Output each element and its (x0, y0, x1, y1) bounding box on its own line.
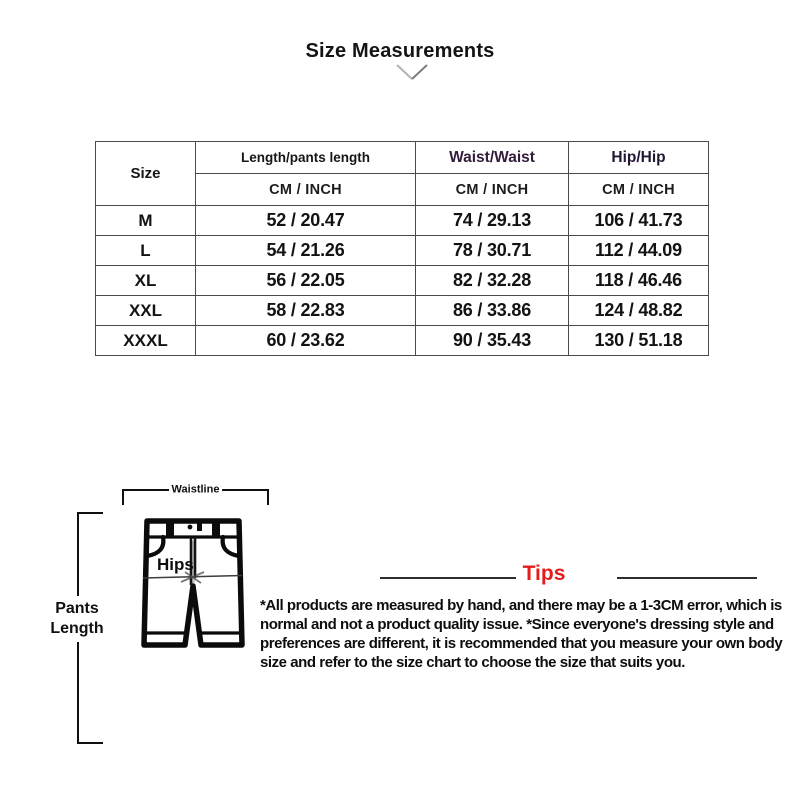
hip-value: 106 / 41.73 (569, 206, 709, 236)
waistline-measure-bracket (122, 483, 269, 505)
size-label: XXXL (96, 326, 196, 356)
table-row-xxxl (96, 326, 709, 356)
waist-value: 82 / 32.28 (416, 266, 569, 296)
bracket-tick (122, 489, 124, 505)
length-value: 54 / 21.26 (196, 236, 416, 266)
hip-value: 118 / 46.46 (569, 266, 709, 296)
bracket-tick (267, 489, 269, 505)
table-row-xxl (96, 296, 709, 326)
chevron-down-icon (395, 63, 429, 83)
shorts-line-art-icon (141, 517, 245, 657)
unit-header-hip: CM / INCH (569, 174, 709, 206)
bracket-tick (77, 742, 103, 744)
waist-value: 86 / 33.86 (416, 296, 569, 326)
tips-divider-left (380, 577, 516, 579)
tips-heading: Tips (522, 562, 566, 585)
table-row-l (96, 236, 709, 266)
length-value: 52 / 20.47 (196, 206, 416, 236)
unit-header-waist: CM / INCH (416, 174, 569, 206)
length-value: 60 / 23.62 (196, 326, 416, 356)
hip-value: 112 / 44.09 (569, 236, 709, 266)
col-header-hip: Hip/Hip (569, 142, 709, 174)
waist-value: 90 / 35.43 (416, 326, 569, 356)
length-value: 56 / 22.05 (196, 266, 416, 296)
length-value: 58 / 22.83 (196, 296, 416, 326)
col-header-length: Length/pants length (196, 142, 416, 174)
col-header-waist: Waist/Waist (416, 142, 569, 174)
page-title: Size Measurements (305, 40, 495, 62)
tips-divider-right (617, 577, 757, 579)
hip-value: 124 / 48.82 (569, 296, 709, 326)
table-row-xl (96, 266, 709, 296)
size-label: L (96, 236, 196, 266)
bracket-tick (77, 512, 103, 514)
col-header-size: Size (96, 142, 196, 206)
hips-label: Hips (157, 555, 194, 574)
size-table (95, 141, 709, 356)
waist-value: 78 / 30.71 (416, 236, 569, 266)
pants-length-label: Pants Length (46, 596, 108, 642)
size-label: XXL (96, 296, 196, 326)
table-row-m (96, 206, 709, 236)
unit-header-length: CM / INCH (196, 174, 416, 206)
size-label: M (96, 206, 196, 236)
size-label: XL (96, 266, 196, 296)
waist-value: 74 / 29.13 (416, 206, 569, 236)
hip-value: 130 / 51.18 (569, 326, 709, 356)
tips-body-text: *All products are measured by hand, and there may be a 1-3CM error, which is normal and not a product quality issue. *Since everyone's dressing style and preferences are different, it is recommended that you measure your own body size and refer to the size chart to choose the size that suits you. (260, 597, 783, 671)
waistline-label: Waistline (169, 483, 223, 495)
